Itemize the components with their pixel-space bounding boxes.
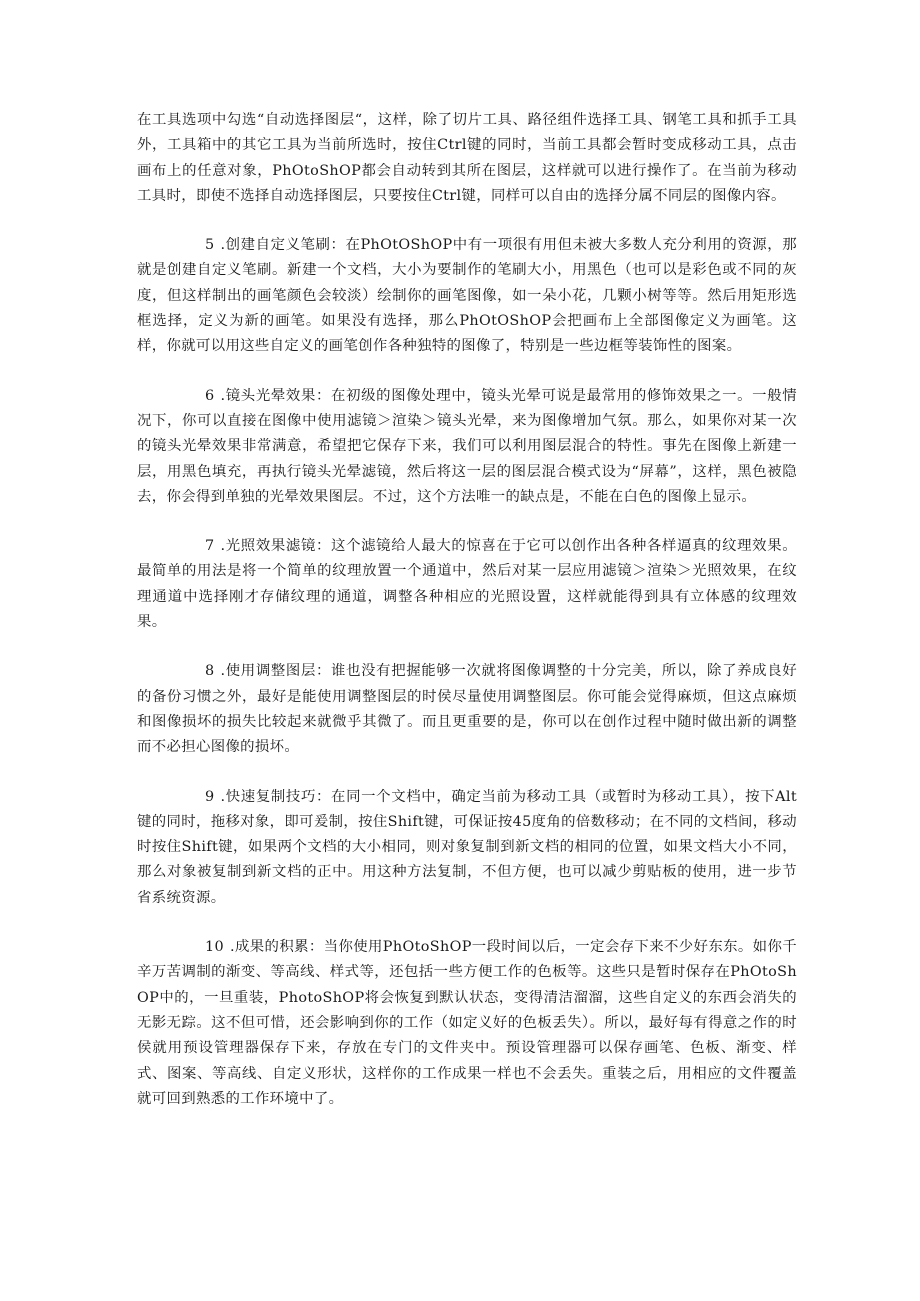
paragraph-text: .成果的积累：当你使用PhOtoShOP一段时间以后，一定会存下来不少好东东。如你千辛万苦调制的渐变、等高线、样式等，还包括一些方便工作的色板等。这些只是暂时保存在PhOtoShOP中的，一旦重装，PhotoShOP将会恢复到默认状态，变得清洁溜溜，这些自定义的东西会消失的无影无踪。这不但可惜，还会影响到你的工作（如定义好的色板丢失）。所以，最好每有得意之作的时侯就用预设管理器保存下来，存放在专门的文件夹中。预设管理器可以保存画笔、色板、渐变、样式、图案、等高线、自定义形状，这样你的工作成果一样也不会丢失。重装之后，用相应的文件覆盖就可回到熟悉的工作环境中了。 [137,939,797,1107]
paragraph-text: .快速复制技巧：在同一个文档中，确定当前为移动工具（或暂时为移动工具），按下Alt键的同时，拖移对象，即可爰制，按住Shift键，可保证按45度角的倍数移动；在不同的文档间，移动时按住Shift键，如果两个文档的大小相同，则对象复制到新文档的相同的位置，如果文档大小不同，那么对象被复制到新文档的正中。用这种方法复制，不但方便，也可以减少剪贴板的使用，进一步节省系统资源。 [137,788,797,906]
paragraph-text: .光照效果滤镜：这个滤镜给人最大的惊喜在于它可以创作出各种各样逼真的纹理效果。最简单的用法是将一个简单的纹理放置一个通道中，然后对某一层应用滤镜＞渲染＞光照效果，在纹理通道中选择刚才存储纹理的通道，调整各种相应的光照设置，这样就能得到具有立体感的纹理效果。 [137,538,797,631]
paragraph-text: .镜头光晕效果：在初级的图像处理中，镜头光晕可说是最常用的修饰效果之一。一般情况下，你可以直接在图像中使用滤镜＞渲染＞镜头光晕，来为图像增加气氛。那么，如果你对某一次的镜头光晕效果非常满意，希望把它保存下来，我们可以利用图层混合的特性。事先在图像上新建一层，用黑色填充，再执行镜头光晕滤镜，然后将这一层的图层混合模式设为“屏幕”，这样，黑色被隐去，你会得到单独的光晕效果图层。不过，这个方法唯一的缺点是，不能在白色的图像上显示。 [137,387,797,505]
paragraph-item-8 [137,659,797,760]
item-number: 9 [205,788,215,805]
paragraph-intro [137,108,797,209]
paragraph-text: .使用调整图层：谁也没有把握能够一次就将图像调整的十分完美，所以，除了养成良好的备份习惯之外，最好是能使用调整图层的时侯尽量使用调整图层。你可能会觉得麻烦，但这点麻烦和图像损坏的损失比较起来就微乎其微了。而且更重要的是，你可以在创作过程中随时做出新的调整而不必担心图像的损坏。 [137,663,797,756]
paragraph-item-9 [137,785,797,911]
paragraph-text: .创建自定义笔刷：在PhOtOShOP中有一项很有用但未被大多数人充分利用的资源，那就是创建自定义笔刷。新建一个文档，大小为要制作的笔刷大小，用黑色（也可以是彩色或不同的灰度，但这样制出的画笔颜色会较淡）绘制你的画笔图像，如一朵小花，几颗小树等等。然后用矩形选框选择，定义为新的画笔。如果没有选择，那么PhOtOShOP会把画布上全部图像定义为画笔。这样，你就可以用这些自定义的画笔创作各种独特的图像了，特别是一些边框等装饰性的图案。 [137,237,797,355]
paragraph-item-7 [137,534,797,635]
item-number: 5 [205,237,215,254]
item-number: 6 [205,387,215,404]
item-number: 10 [205,939,225,956]
item-number: 8 [205,663,215,680]
paragraph-text: 在工具选项中勾选“自动选择图层“，这样，除了切片工具、路径组件选择工具、钢笔工具和抓手工具外，工具箱中的其它工具为当前所选时，按住Ctrl键的同时，当前工具都会暂时变成移动工具，点击画布上的任意对象，PhOtoShOP都会自动转到其所在图层，这样就可以进行操作了。在当前为移动工具时，即使不选择自动选择图层，只要按住Ctrl键，同样可以自由的选择分属不同层的图像内容。 [137,112,797,204]
item-number: 7 [205,538,215,555]
paragraph-item-6 [137,384,797,510]
paragraph-item-10 [137,935,797,1112]
document-page [137,108,797,1136]
paragraph-item-5 [137,233,797,359]
